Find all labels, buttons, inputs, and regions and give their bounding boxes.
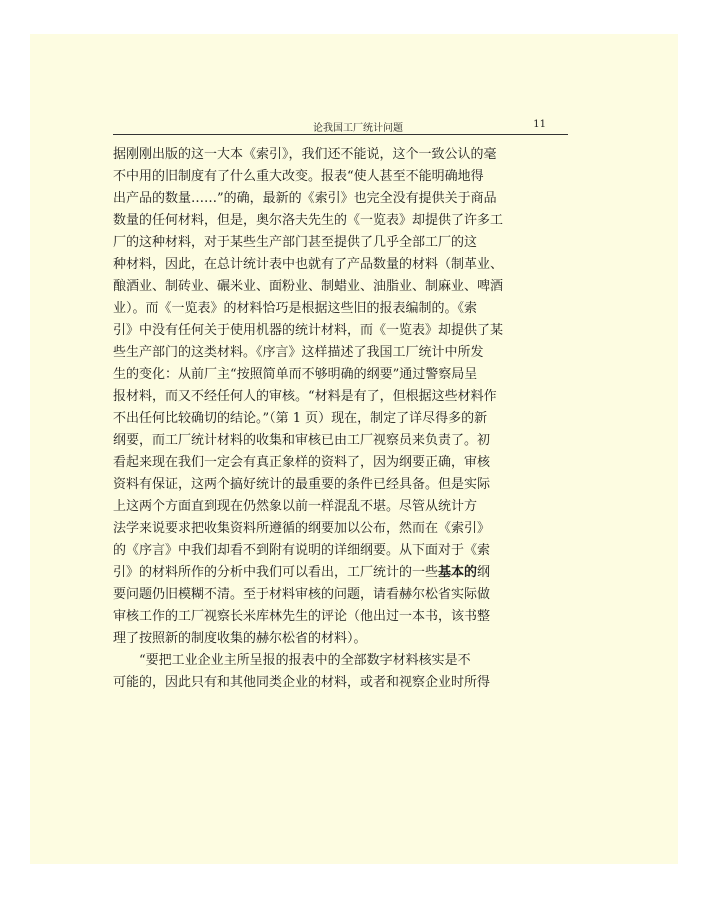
text-line: 数量的任何材料，但是，奥尔洛夫先生的《一览表》却提供了许多工 (113, 213, 504, 228)
text-line: 看起来现在我们一定会有真正象样的资料了，因为纲要正确，审核 (113, 455, 491, 470)
text-line: 据刚刚出版的这一大本《索引》，我们还不能说，这个一致公认的毫 (113, 147, 497, 162)
text-line: 些生产部门的这类材料。《序言》这样描述了我国工厂统计中所发 (113, 345, 484, 360)
text-line: 法学来说要求把收集资料所遵循的纲要加以公布，然而在《索引》 (113, 521, 491, 536)
text-line: 引》中没有任何关于使用机器的统计材料，而《一览表》却提供了某 (113, 323, 504, 338)
text-line: 上这两个方面直到现在仍然象以前一样混乱不堪。尽管从统计方 (113, 499, 478, 514)
text-line: 纲要，而工厂统计材料的收集和审核已由工厂视察员来负责了。初 (113, 433, 491, 448)
text-line: 生的变化：从前厂主“按照简单而不够明确的纲要”通过警察局呈 (113, 367, 478, 382)
text-line: 酿酒业、制砖业、碾米业、面粉业、制蜡业、油脂业、制麻业、啤酒 (113, 279, 504, 294)
text-segment: 纲 (477, 565, 491, 580)
text-line: 不出任何比较确切的结论。”（第 1 页）现在，制定了详尽得多的新 (113, 411, 488, 426)
page-number: 11 (533, 119, 546, 130)
emphasized-word: 基本的 (438, 565, 478, 580)
text-line: 可能的，因此只有和其他同类企业的材料，或者和视察企业时所得 (113, 675, 491, 690)
text-line: 理了按照新的制度收集的赫尔松省的材料）。 (113, 631, 367, 646)
text-line: 资料有保证，这两个搞好统计的最重要的条件已经具备。但是实际 (113, 477, 491, 492)
text-line: 不中用的旧制度有了什么重大改变。报表“使人甚至不能明确地得 (113, 169, 484, 184)
text-line: 要问题仍旧模糊不清。至于材料审核的问题，请看赫尔松省实际做 (113, 587, 491, 602)
text-line: 出产品的数量……”的确，最新的《索引》也完全没有提供关于商品 (113, 191, 497, 206)
text-line: 厂的这种材料，对于某些生产部门甚至提供了几乎全部工厂的这 (113, 235, 478, 250)
text-line: 种材料，因此，在总计统计表中也就有了产品数量的材料（制革业、 (113, 257, 504, 272)
text-line: 审核工作的工厂视察长米库林先生的评论（他出过一本书，该书整 (113, 609, 491, 624)
quote-line: “要把工业企业主所呈报的报表中的全部数字材料核实是不 (139, 653, 471, 668)
running-header (113, 116, 568, 135)
text-line: 报材料，而又不经任何人的审核。“材料是有了，但根据这些材料作 (113, 389, 497, 404)
text-line: 业）。而《一览表》的材料恰巧是根据这些旧的报表编制的。《索 (113, 301, 478, 316)
header-title: 论我国工厂统计问题 (313, 123, 403, 134)
text-line-with-emphasis (113, 562, 575, 584)
text-line: 的《序言》中我们却看不到附有说明的详细纲要。从下面对于《索 (113, 543, 491, 558)
text-segment: 引》的材料所作的分析中我们可以看出，工厂统计的一些 (113, 565, 439, 580)
body-text (113, 144, 575, 694)
